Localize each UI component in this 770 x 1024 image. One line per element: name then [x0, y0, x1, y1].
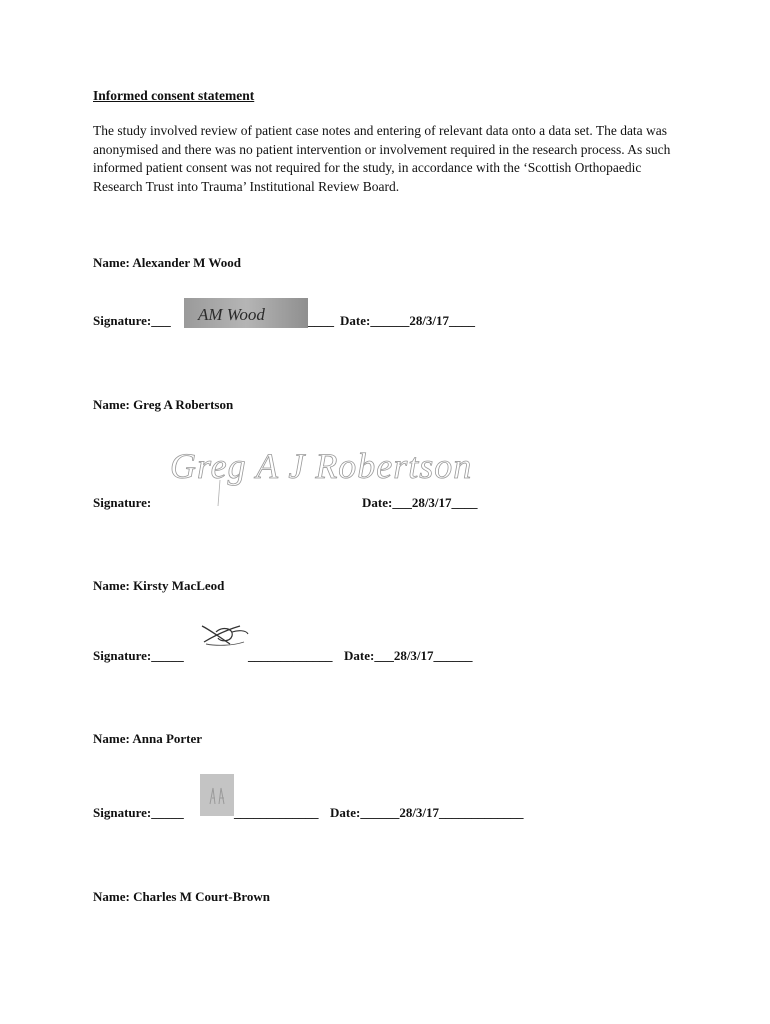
signatory-name-5: Name: Charles M Court-Brown: [93, 889, 271, 904]
signature-image-3: [196, 620, 252, 648]
signature-label-1: Signature:___: [93, 313, 171, 328]
signature-line-tail-3: _____________: [248, 648, 333, 663]
statement-paragraph: The study involved review of patient case notes and entering of relevant data onto a data set. The data was anonymised and there was no patient intervention or involvement required in the research process. As such informed patient consent was not required for the study, in accordance with the ‘Scottish Orthopaedic Research Trust into Trauma’ Institutional Review Board.: [93, 123, 671, 194]
signature-label-2: Signature:: [93, 495, 152, 510]
signature-label-4: Signature:_____: [93, 805, 184, 820]
signature-image-4: [200, 774, 234, 816]
signature-line-tail-1: ____: [308, 313, 334, 328]
date-label-3: Date:___28/3/17______: [344, 648, 473, 663]
signatory-name-2: Name: Greg A Robertson: [93, 397, 234, 412]
signatory-name-1: Name: Alexander M Wood: [93, 255, 241, 270]
signatory-name-3: Name: Kirsty MacLeod: [93, 578, 225, 593]
date-label-2: Date:___28/3/17____: [362, 495, 478, 510]
date-label-1: Date:______28/3/17____: [340, 313, 476, 328]
page-title: Informed consent statement: [93, 88, 255, 103]
signatory-name-4: Name: Anna Porter: [93, 731, 203, 746]
signature-text-2: Greg A J Robertson: [170, 446, 473, 486]
signature-label-3: Signature:_____: [93, 648, 184, 663]
signature-line-tail-4: _____________: [234, 805, 319, 820]
signature-text-1: AM Wood: [198, 305, 265, 324]
signature-image-1: [184, 298, 308, 328]
date-label-4: Date:______28/3/17_____________: [330, 805, 524, 820]
